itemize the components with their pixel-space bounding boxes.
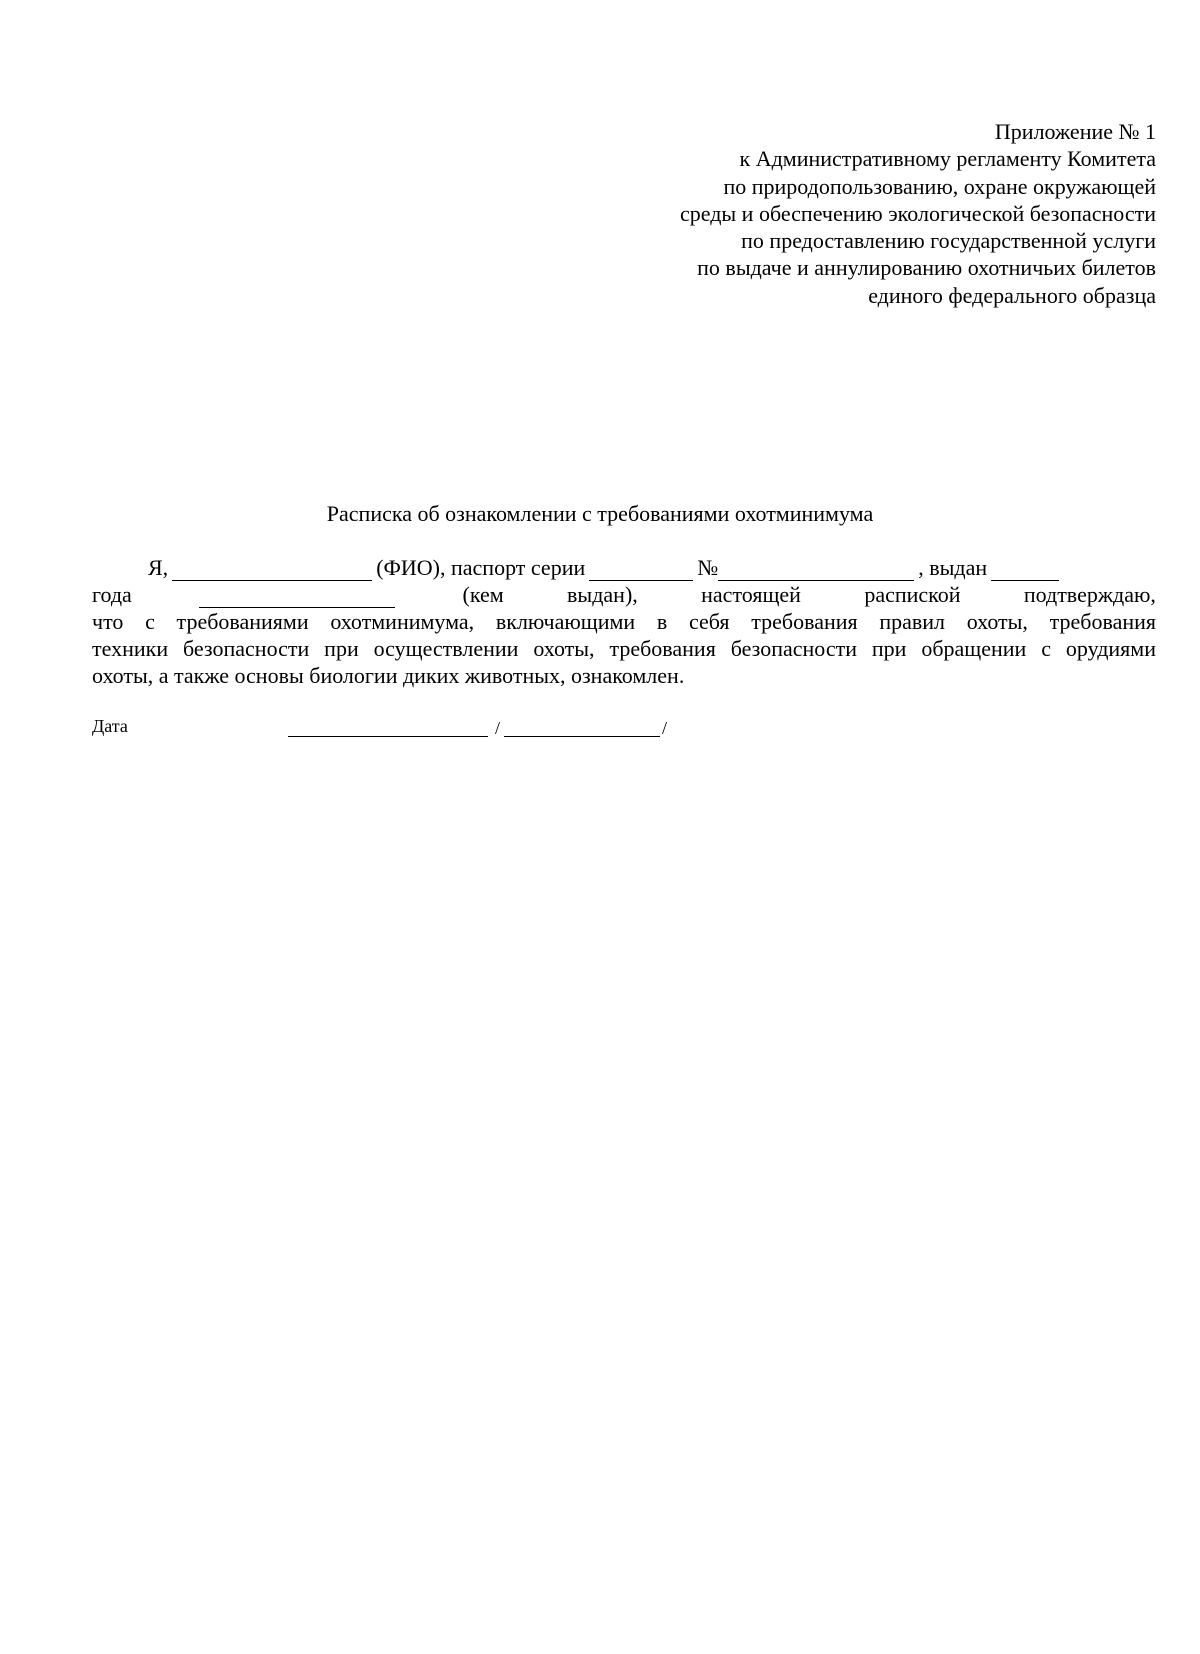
receipt-body bbox=[92, 554, 1156, 689]
passport-series-blank-field[interactable] bbox=[589, 560, 693, 581]
signature-blank-field[interactable] bbox=[288, 736, 488, 737]
pronoun-ya: Я, bbox=[148, 555, 169, 580]
signature-closing-slash: / bbox=[662, 718, 668, 738]
fio-passport-label: (ФИО), паспорт серии bbox=[376, 555, 586, 580]
podtverzhdayu-word: подтверждаю, bbox=[1023, 582, 1156, 607]
nastoyashchey-word: настоящей bbox=[701, 582, 801, 607]
vydan-word: выдан), bbox=[567, 582, 638, 607]
appendix-line-6: по выдаче и аннулированию охотничьих билетов bbox=[697, 255, 1156, 281]
appendix-line-4: среды и обеспечению экологической безопасности bbox=[679, 200, 1156, 226]
raspiskoy-word: распиской bbox=[864, 582, 961, 607]
kem-word: (кем bbox=[462, 582, 504, 607]
body-row-2 bbox=[92, 581, 1156, 608]
issued-date-blank-field[interactable] bbox=[991, 560, 1059, 581]
date-label: Дата bbox=[92, 716, 128, 736]
document-title: Расписка об ознакомлении с требованиями охотминимума bbox=[326, 501, 874, 526]
signature-row bbox=[92, 714, 792, 744]
signature-separator-slash: / bbox=[495, 718, 501, 738]
appendix-line-2: к Административному регламенту Комитета bbox=[739, 146, 1156, 172]
name-decoding-blank-field[interactable] bbox=[504, 736, 660, 737]
appendix-line-7: единого федерального образца bbox=[868, 282, 1156, 308]
passport-number-blank-field[interactable] bbox=[718, 560, 914, 581]
passport-number-label: № bbox=[697, 555, 719, 580]
fio-blank-field[interactable] bbox=[172, 560, 372, 581]
body-line-4: техники безопасности при осуществлении охоты, требования безопасности при обращении с орудиями bbox=[92, 636, 1156, 661]
appendix-header bbox=[536, 118, 1156, 309]
appendix-line-3: по природопользованию, охране окружающей bbox=[723, 173, 1156, 199]
issued-label: , выдан bbox=[918, 555, 988, 580]
appendix-line-1: Приложение № 1 bbox=[994, 119, 1156, 144]
year-label: года bbox=[92, 582, 132, 607]
body-line-3: что с требованиями охотминимума, включающими в себя требования правил охоты, требования bbox=[92, 609, 1156, 634]
issued-by-blank-field[interactable] bbox=[199, 587, 395, 608]
body-line-5: охоты, а также основы биологии диких животных, ознакомлен. bbox=[92, 663, 685, 688]
body-row-1 bbox=[92, 554, 1156, 581]
appendix-line-5: по предоставлению государственной услуги bbox=[741, 228, 1156, 254]
